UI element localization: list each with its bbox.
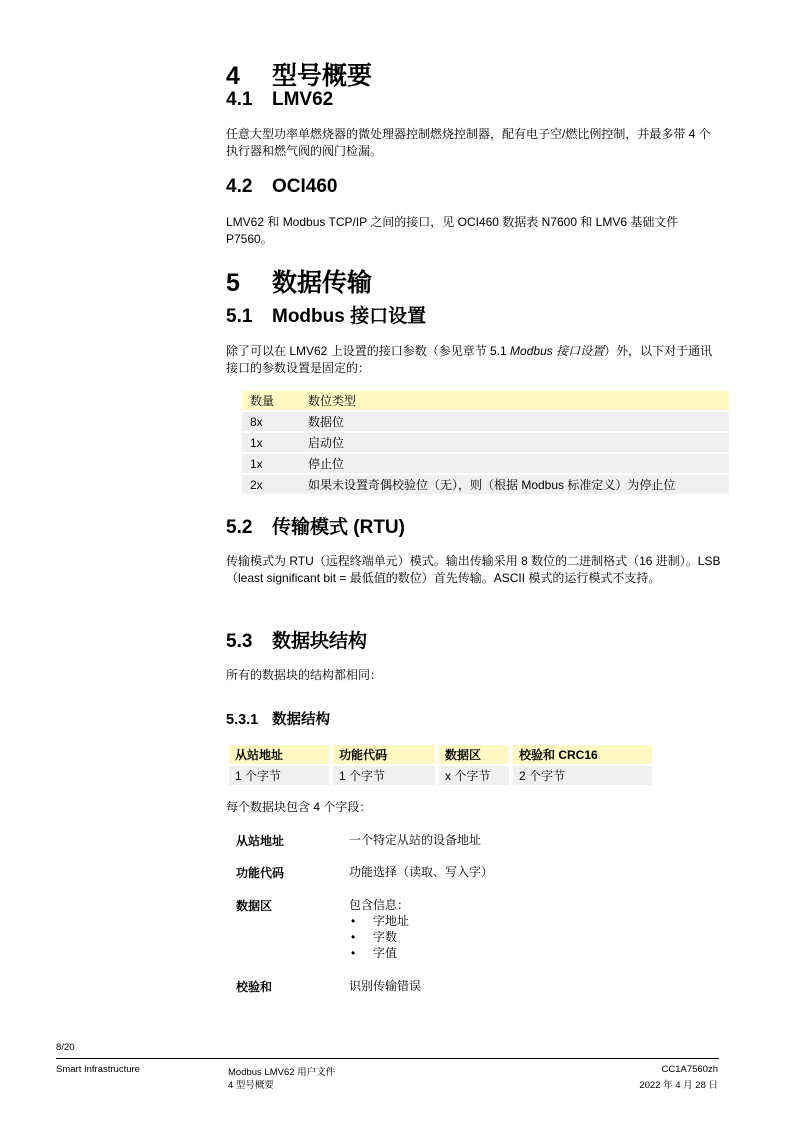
field-name: 从站地址: [236, 834, 285, 848]
list-item-text: 字地址: [373, 914, 410, 928]
table-header-cell: 功能代码: [333, 745, 435, 764]
field-definitions: [236, 832, 716, 1002]
field-description: 功能选择（读取、写入字）: [349, 865, 494, 879]
table-header-cell: 数位类型: [300, 391, 729, 410]
heading-title: 数据结构: [272, 712, 330, 728]
table-cell: 1x: [242, 454, 300, 473]
field-description: 包含信息：: [349, 898, 410, 912]
table-cell: 如果未设置奇偶校验位（无），则（根据 Modbus 标准定义）为停止位: [300, 475, 729, 494]
section-reference: Modbus 接口设置: [510, 344, 605, 358]
page-number: 8/20: [56, 1042, 75, 1053]
field-description: 识别传输错误: [349, 979, 422, 993]
paragraph-text: 除了可以在 LMV62 上设置的接口参数（参见章节 5.1: [226, 344, 511, 358]
data-block-structure-table: [229, 743, 652, 787]
footer-doc-code: CC1A7560zh: [661, 1064, 718, 1075]
heading-title: 数据块结构: [272, 631, 368, 652]
table-row: [242, 412, 729, 431]
paragraph-4-2: LMV62 和 Modbus TCP/IP 之间的接口，见 OCI460 数据表 N7600 和 LMV6 基础文件 P7560。: [226, 215, 679, 246]
heading-number: 5: [226, 269, 240, 297]
heading-title: 传输模式 (RTU): [272, 517, 405, 538]
field-name: 功能代码: [236, 866, 285, 880]
field-name: 校验和: [236, 980, 273, 994]
bullet-list: [349, 913, 409, 961]
heading-section-4-2: [226, 176, 337, 198]
table-cell: 1 个字节: [229, 766, 329, 785]
bit-parameters-table: [242, 389, 729, 496]
table-row: [229, 766, 652, 785]
table-header-cell: 从站地址: [229, 745, 329, 764]
footer-date: 2022 年 4 月 28 日: [639, 1080, 718, 1091]
table-header-cell: 校验和 CRC16: [513, 745, 652, 764]
bullet-icon: •: [351, 946, 356, 960]
footer-chapter: 4 型号概要: [228, 1080, 274, 1091]
heading-number: 4.2: [226, 176, 253, 197]
table-cell: 2 个字节: [513, 766, 652, 785]
paragraph-5-3: 所有的数据块的结构都相同：: [226, 668, 383, 682]
heading-number: 5.3: [226, 631, 253, 652]
table-row: [242, 454, 729, 473]
table-cell: 1 个字节: [333, 766, 435, 785]
footer-divider: [56, 1058, 719, 1059]
field-description-block: [349, 897, 409, 961]
heading-number: 4: [226, 62, 240, 90]
list-item-text: 字数: [373, 930, 398, 944]
heading-number: 5.3.1: [226, 712, 259, 728]
table-cell: 数据位: [300, 412, 729, 431]
table-header-cell: 数量: [242, 391, 300, 410]
heading-title: Modbus 接口设置: [272, 306, 427, 327]
heading-section-5: [226, 263, 372, 299]
table-cell: 1x: [242, 433, 300, 452]
list-item: [349, 929, 409, 945]
table-header-row: [229, 745, 652, 764]
heading-number: 5.2: [226, 517, 253, 538]
heading-number: 5.1: [226, 306, 253, 327]
heading-title: 数据传输: [272, 269, 373, 297]
list-item-text: 字值: [373, 946, 398, 960]
heading-title: 型号概要: [272, 62, 373, 90]
table-cell: 停止位: [300, 454, 729, 473]
bullet-icon: •: [351, 914, 356, 928]
field-name: 数据区: [236, 899, 273, 913]
heading-section-4-1: [226, 89, 333, 111]
heading-title: LMV62: [272, 89, 334, 110]
table-header-cell: 数据区: [439, 745, 509, 764]
heading-section-4: [226, 56, 372, 92]
table-cell: x 个字节: [439, 766, 509, 785]
heading-section-5-2: [226, 512, 405, 539]
table-header-row: [242, 391, 729, 410]
footer-company: Smart Infrastructure: [56, 1064, 140, 1075]
paragraph-4-1: 任意大型功率单燃烧器的微处理器控制燃烧控制器，配有电子空/燃比例控制，并最多带 4 个执行器和燃气阀的阀门检漏。: [226, 127, 711, 158]
heading-number: 4.1: [226, 89, 253, 110]
paragraph-text: ）外，以下对于通讯接口的参数设置是固定的：: [226, 344, 713, 375]
table-cell: 启动位: [300, 433, 729, 452]
table-row: [242, 475, 729, 494]
heading-section-5-3: [226, 626, 367, 653]
list-item: [349, 913, 409, 929]
table-cell: 8x: [242, 412, 300, 431]
table-row: [242, 433, 729, 452]
table-cell: 2x: [242, 475, 300, 494]
list-item: [349, 945, 409, 961]
footer-doc-title: Modbus LMV62 用户文件: [228, 1067, 336, 1078]
field-description: 一个特定从站的设备地址: [349, 833, 482, 847]
bullet-icon: •: [351, 930, 356, 944]
paragraph-5-1: [226, 343, 721, 377]
heading-section-5-1: [226, 301, 426, 328]
heading-title: OCI460: [272, 176, 338, 197]
paragraph-5-2: 传输模式为 RTU（远程终端单元）模式。输出传输采用 8 数位的二进制格式（16 进制）。LSB（least significant bit = 最低值的数位）首先传输。ASCII 模式的运行模式不支持。: [226, 554, 721, 585]
heading-section-5-3-1: [226, 708, 330, 729]
fields-intro: 每个数据块包含 4 个字段：: [226, 800, 372, 814]
